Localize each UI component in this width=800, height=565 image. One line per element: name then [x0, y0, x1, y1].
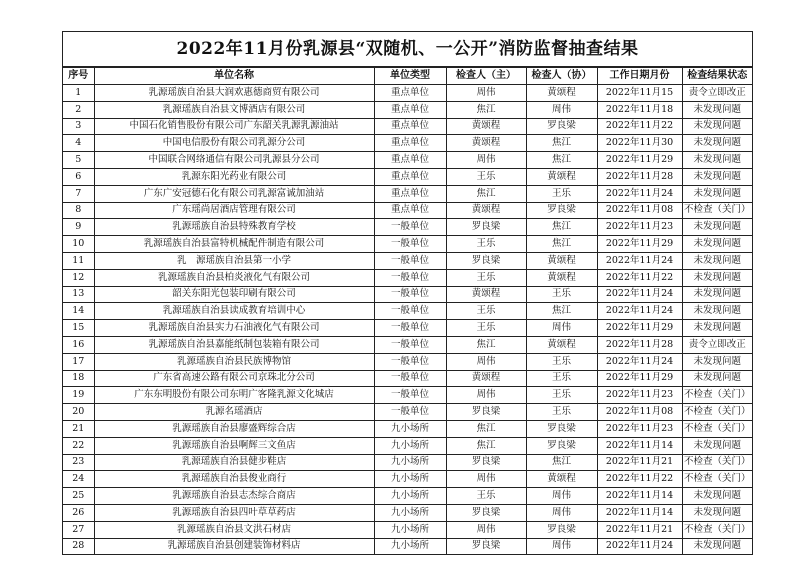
- cell-index: 24: [63, 471, 94, 488]
- cell-index: 5: [63, 152, 94, 169]
- cell-result-status: 未发现问题: [682, 168, 752, 185]
- cell-assist-inspector: 焦江: [526, 135, 597, 152]
- table-row: [63, 219, 752, 236]
- document-title: 2022年11月份乳源县“双随机、一公开”消防监督抽查结果: [63, 32, 752, 67]
- cell-assist-inspector: 罗良梁: [526, 420, 597, 437]
- cell-unit-type: 一般单位: [374, 269, 446, 286]
- cell-unit-type: 一般单位: [374, 353, 446, 370]
- cell-unit-name: 乳源瑶族自治县啊辉三文鱼店: [94, 437, 374, 454]
- cell-unit-type: 一般单位: [374, 370, 446, 387]
- table-row: [63, 152, 752, 169]
- table-row: [63, 168, 752, 185]
- cell-index: 7: [63, 185, 94, 202]
- cell-assist-inspector: 焦江: [526, 152, 597, 169]
- cell-unit-type: 一般单位: [374, 303, 446, 320]
- cell-unit-name: 乳源瑶族自治县俊业商行: [94, 471, 374, 488]
- table-row: [63, 454, 752, 471]
- cell-assist-inspector: 周伟: [526, 504, 597, 521]
- table-row: [63, 488, 752, 505]
- cell-index: 22: [63, 437, 94, 454]
- table-body: [63, 85, 752, 555]
- table-header-row: [63, 68, 752, 85]
- cell-work-date: 2022年11月15: [597, 85, 682, 102]
- cell-work-date: 2022年11月21: [597, 521, 682, 538]
- cell-work-date: 2022年11月21: [597, 454, 682, 471]
- header-assist-inspector: 检查人（协）: [526, 68, 597, 85]
- cell-assist-inspector: 罗良梁: [526, 521, 597, 538]
- cell-result-status: 未发现问题: [682, 488, 752, 505]
- cell-unit-type: 九小场所: [374, 420, 446, 437]
- table-row: [63, 185, 752, 202]
- table-row: [63, 504, 752, 521]
- cell-result-status: 未发现问题: [682, 437, 752, 454]
- cell-unit-type: 一般单位: [374, 320, 446, 337]
- table-row: [63, 252, 752, 269]
- cell-unit-name: 中国电信股份有限公司乳源分公司: [94, 135, 374, 152]
- cell-index: 6: [63, 168, 94, 185]
- cell-unit-type: 一般单位: [374, 336, 446, 353]
- cell-assist-inspector: 周伟: [526, 538, 597, 555]
- table-row: [63, 303, 752, 320]
- cell-lead-inspector: 王乐: [446, 320, 526, 337]
- cell-unit-name: 广东广安冠德石化有限公司乳源富诚加油站: [94, 185, 374, 202]
- cell-index: 14: [63, 303, 94, 320]
- cell-lead-inspector: 焦江: [446, 336, 526, 353]
- cell-unit-name: 乳源瑶族自治县富特机械配件制造有限公司: [94, 236, 374, 253]
- table-row: [63, 437, 752, 454]
- cell-assist-inspector: 焦江: [526, 219, 597, 236]
- cell-work-date: 2022年11月23: [597, 420, 682, 437]
- cell-work-date: 2022年11月23: [597, 387, 682, 404]
- cell-lead-inspector: 黄颂程: [446, 202, 526, 219]
- cell-result-status: 责令立即改正: [682, 336, 752, 353]
- cell-unit-name: 乳源瑶族自治县读成教育培训中心: [94, 303, 374, 320]
- cell-lead-inspector: 黄颂程: [446, 118, 526, 135]
- cell-assist-inspector: 焦江: [526, 236, 597, 253]
- cell-unit-type: 一般单位: [374, 286, 446, 303]
- cell-result-status: 未发现问题: [682, 504, 752, 521]
- table-row: [63, 353, 752, 370]
- cell-work-date: 2022年11月24: [597, 185, 682, 202]
- cell-work-date: 2022年11月24: [597, 303, 682, 320]
- cell-lead-inspector: 罗良梁: [446, 454, 526, 471]
- cell-work-date: 2022年11月22: [597, 118, 682, 135]
- cell-index: 1: [63, 85, 94, 102]
- cell-result-status: 未发现问题: [682, 320, 752, 337]
- cell-index: 4: [63, 135, 94, 152]
- cell-unit-name: 广东东明股份有限公司东明广客隆乳源文化城店: [94, 387, 374, 404]
- cell-unit-name: 乳源瑶族自治县四叶草草药店: [94, 504, 374, 521]
- cell-assist-inspector: 黄颂程: [526, 269, 597, 286]
- cell-index: 19: [63, 387, 94, 404]
- cell-assist-inspector: 黄颂程: [526, 471, 597, 488]
- cell-lead-inspector: 罗良梁: [446, 252, 526, 269]
- inspection-results-table: [63, 67, 752, 555]
- cell-index: 11: [63, 252, 94, 269]
- cell-index: 27: [63, 521, 94, 538]
- cell-assist-inspector: 周伟: [526, 488, 597, 505]
- cell-assist-inspector: 黄颂程: [526, 252, 597, 269]
- cell-work-date: 2022年11月29: [597, 370, 682, 387]
- cell-lead-inspector: 周伟: [446, 471, 526, 488]
- cell-result-status: 不检查（关门）: [682, 404, 752, 421]
- cell-unit-name: 乳源瑶族自治县文博酒店有限公司: [94, 101, 374, 118]
- cell-work-date: 2022年11月30: [597, 135, 682, 152]
- cell-assist-inspector: 焦江: [526, 303, 597, 320]
- cell-assist-inspector: 王乐: [526, 387, 597, 404]
- cell-unit-type: 九小场所: [374, 521, 446, 538]
- cell-index: 16: [63, 336, 94, 353]
- cell-assist-inspector: 王乐: [526, 404, 597, 421]
- table-row: [63, 471, 752, 488]
- cell-unit-type: 九小场所: [374, 538, 446, 555]
- cell-result-status: 未发现问题: [682, 101, 752, 118]
- cell-result-status: 未发现问题: [682, 236, 752, 253]
- cell-unit-type: 九小场所: [374, 437, 446, 454]
- cell-lead-inspector: 焦江: [446, 185, 526, 202]
- cell-result-status: 未发现问题: [682, 269, 752, 286]
- cell-work-date: 2022年11月22: [597, 269, 682, 286]
- cell-assist-inspector: 周伟: [526, 320, 597, 337]
- cell-work-date: 2022年11月22: [597, 471, 682, 488]
- header-result-status: 检查结果状态: [682, 68, 752, 85]
- cell-lead-inspector: 罗良梁: [446, 504, 526, 521]
- cell-unit-name: 韶关东阳光包装印刷有限公司: [94, 286, 374, 303]
- cell-result-status: 未发现问题: [682, 252, 752, 269]
- cell-index: 20: [63, 404, 94, 421]
- cell-unit-name: 乳源瑶族自治县嘉能纸制包装箱有限公司: [94, 336, 374, 353]
- cell-lead-inspector: 罗良梁: [446, 219, 526, 236]
- cell-unit-type: 一般单位: [374, 236, 446, 253]
- cell-assist-inspector: 周伟: [526, 101, 597, 118]
- cell-work-date: 2022年11月24: [597, 252, 682, 269]
- cell-index: 28: [63, 538, 94, 555]
- cell-lead-inspector: 罗良梁: [446, 538, 526, 555]
- cell-unit-name: 乳源瑶族自治县民族博物馆: [94, 353, 374, 370]
- cell-lead-inspector: 周伟: [446, 387, 526, 404]
- table-row: [63, 85, 752, 102]
- table-row: [63, 286, 752, 303]
- cell-result-status: 未发现问题: [682, 135, 752, 152]
- cell-assist-inspector: 罗良梁: [526, 118, 597, 135]
- cell-work-date: 2022年11月24: [597, 353, 682, 370]
- cell-work-date: 2022年11月29: [597, 152, 682, 169]
- header-index: 序号: [63, 68, 94, 85]
- cell-result-status: 不检查（关门）: [682, 420, 752, 437]
- cell-work-date: 2022年11月18: [597, 101, 682, 118]
- cell-unit-type: 一般单位: [374, 252, 446, 269]
- cell-unit-type: 重点单位: [374, 152, 446, 169]
- cell-unit-name: 乳源名瑶酒店: [94, 404, 374, 421]
- cell-index: 26: [63, 504, 94, 521]
- table-row: [63, 420, 752, 437]
- cell-result-status: 未发现问题: [682, 152, 752, 169]
- cell-lead-inspector: 焦江: [446, 420, 526, 437]
- cell-unit-type: 重点单位: [374, 135, 446, 152]
- cell-result-status: 未发现问题: [682, 219, 752, 236]
- cell-unit-type: 重点单位: [374, 101, 446, 118]
- table-row: [63, 404, 752, 421]
- cell-work-date: 2022年11月29: [597, 320, 682, 337]
- header-unit-type: 单位类型: [374, 68, 446, 85]
- table-row: [63, 118, 752, 135]
- cell-unit-type: 重点单位: [374, 118, 446, 135]
- cell-lead-inspector: 王乐: [446, 303, 526, 320]
- cell-lead-inspector: 王乐: [446, 488, 526, 505]
- cell-index: 21: [63, 420, 94, 437]
- cell-work-date: 2022年11月14: [597, 437, 682, 454]
- cell-lead-inspector: 王乐: [446, 269, 526, 286]
- cell-unit-name: 乳源瑶族自治县志杰综合商店: [94, 488, 374, 505]
- cell-index: 25: [63, 488, 94, 505]
- cell-unit-name: 乳源瑶族自治县健步鞋店: [94, 454, 374, 471]
- cell-unit-name: 广东瑶尚居酒店管理有限公司: [94, 202, 374, 219]
- cell-assist-inspector: 罗良梁: [526, 437, 597, 454]
- cell-assist-inspector: 王乐: [526, 286, 597, 303]
- inspection-results-sheet: [62, 31, 753, 555]
- cell-unit-name: 乳源瑶族自治县实力石油液化气有限公司: [94, 320, 374, 337]
- cell-lead-inspector: 周伟: [446, 353, 526, 370]
- cell-result-status: 责令立即改正: [682, 85, 752, 102]
- cell-unit-name: 乳 源瑶族自治县第一小学: [94, 252, 374, 269]
- cell-work-date: 2022年11月29: [597, 236, 682, 253]
- cell-lead-inspector: 黄颂程: [446, 286, 526, 303]
- cell-result-status: 未发现问题: [682, 303, 752, 320]
- cell-unit-type: 重点单位: [374, 185, 446, 202]
- cell-unit-type: 重点单位: [374, 85, 446, 102]
- cell-lead-inspector: 王乐: [446, 168, 526, 185]
- cell-result-status: 未发现问题: [682, 370, 752, 387]
- cell-index: 2: [63, 101, 94, 118]
- cell-work-date: 2022年11月08: [597, 404, 682, 421]
- cell-result-status: 未发现问题: [682, 353, 752, 370]
- cell-work-date: 2022年11月14: [597, 488, 682, 505]
- cell-unit-name: 乳源瑶族自治县创建装饰材料店: [94, 538, 374, 555]
- cell-result-status: 不检查（关门）: [682, 202, 752, 219]
- cell-index: 10: [63, 236, 94, 253]
- cell-result-status: 不检查（关门）: [682, 521, 752, 538]
- cell-unit-name: 乳源瑶族自治县大润欢惠德商贸有限公司: [94, 85, 374, 102]
- table-row: [63, 269, 752, 286]
- cell-lead-inspector: 黄颂程: [446, 135, 526, 152]
- cell-assist-inspector: 王乐: [526, 370, 597, 387]
- cell-result-status: 未发现问题: [682, 538, 752, 555]
- cell-result-status: 未发现问题: [682, 185, 752, 202]
- cell-unit-name: 乳源东阳光药业有限公司: [94, 168, 374, 185]
- cell-work-date: 2022年11月24: [597, 538, 682, 555]
- cell-index: 18: [63, 370, 94, 387]
- cell-index: 3: [63, 118, 94, 135]
- cell-index: 8: [63, 202, 94, 219]
- cell-unit-type: 一般单位: [374, 387, 446, 404]
- cell-result-status: 不检查（关门）: [682, 387, 752, 404]
- cell-lead-inspector: 焦江: [446, 101, 526, 118]
- cell-unit-name: 乳源瑶族自治县廖盛辉综合店: [94, 420, 374, 437]
- cell-index: 15: [63, 320, 94, 337]
- cell-unit-type: 一般单位: [374, 219, 446, 236]
- cell-assist-inspector: 罗良梁: [526, 202, 597, 219]
- cell-index: 9: [63, 219, 94, 236]
- cell-lead-inspector: 周伟: [446, 85, 526, 102]
- cell-result-status: 不检查（关门）: [682, 471, 752, 488]
- cell-result-status: 未发现问题: [682, 286, 752, 303]
- header-unit-name: 单位名称: [94, 68, 374, 85]
- cell-unit-type: 九小场所: [374, 454, 446, 471]
- cell-unit-type: 九小场所: [374, 488, 446, 505]
- cell-work-date: 2022年11月23: [597, 219, 682, 236]
- cell-result-status: 未发现问题: [682, 118, 752, 135]
- cell-unit-name: 乳源瑶族自治县文洪石材店: [94, 521, 374, 538]
- table-row: [63, 538, 752, 555]
- cell-work-date: 2022年11月28: [597, 168, 682, 185]
- cell-unit-type: 一般单位: [374, 404, 446, 421]
- cell-unit-name: 乳源瑶族自治县特殊教育学校: [94, 219, 374, 236]
- cell-lead-inspector: 周伟: [446, 521, 526, 538]
- header-lead-inspector: 检查人（主）: [446, 68, 526, 85]
- cell-index: 13: [63, 286, 94, 303]
- cell-unit-type: 九小场所: [374, 504, 446, 521]
- cell-assist-inspector: 王乐: [526, 353, 597, 370]
- table-row: [63, 135, 752, 152]
- table-row: [63, 320, 752, 337]
- cell-unit-name: 广东省高速公路有限公司京珠北分公司: [94, 370, 374, 387]
- cell-index: 23: [63, 454, 94, 471]
- cell-unit-type: 重点单位: [374, 202, 446, 219]
- cell-work-date: 2022年11月14: [597, 504, 682, 521]
- cell-assist-inspector: 王乐: [526, 185, 597, 202]
- table-row: [63, 521, 752, 538]
- cell-work-date: 2022年11月08: [597, 202, 682, 219]
- cell-lead-inspector: 周伟: [446, 152, 526, 169]
- cell-unit-name: 中国石化销售股份有限公司广东韶关乳源乳源油站: [94, 118, 374, 135]
- table-row: [63, 101, 752, 118]
- cell-lead-inspector: 罗良梁: [446, 404, 526, 421]
- cell-index: 12: [63, 269, 94, 286]
- cell-index: 17: [63, 353, 94, 370]
- cell-lead-inspector: 王乐: [446, 236, 526, 253]
- cell-unit-name: 中国联合网络通信有限公司乳源县分公司: [94, 152, 374, 169]
- cell-lead-inspector: 黄颂程: [446, 370, 526, 387]
- table-row: [63, 236, 752, 253]
- cell-assist-inspector: 黄颂程: [526, 336, 597, 353]
- table-row: [63, 387, 752, 404]
- cell-assist-inspector: 黄颂程: [526, 85, 597, 102]
- table-row: [63, 370, 752, 387]
- table-row: [63, 202, 752, 219]
- cell-work-date: 2022年11月28: [597, 336, 682, 353]
- cell-lead-inspector: 焦江: [446, 437, 526, 454]
- cell-work-date: 2022年11月24: [597, 286, 682, 303]
- header-work-date: 工作日期月份: [597, 68, 682, 85]
- cell-assist-inspector: 黄颂程: [526, 168, 597, 185]
- cell-unit-type: 重点单位: [374, 168, 446, 185]
- cell-assist-inspector: 焦江: [526, 454, 597, 471]
- cell-unit-type: 九小场所: [374, 471, 446, 488]
- cell-unit-name: 乳源瑶族自治县柏炎液化气有限公司: [94, 269, 374, 286]
- cell-result-status: 不检查（关门）: [682, 454, 752, 471]
- table-row: [63, 336, 752, 353]
